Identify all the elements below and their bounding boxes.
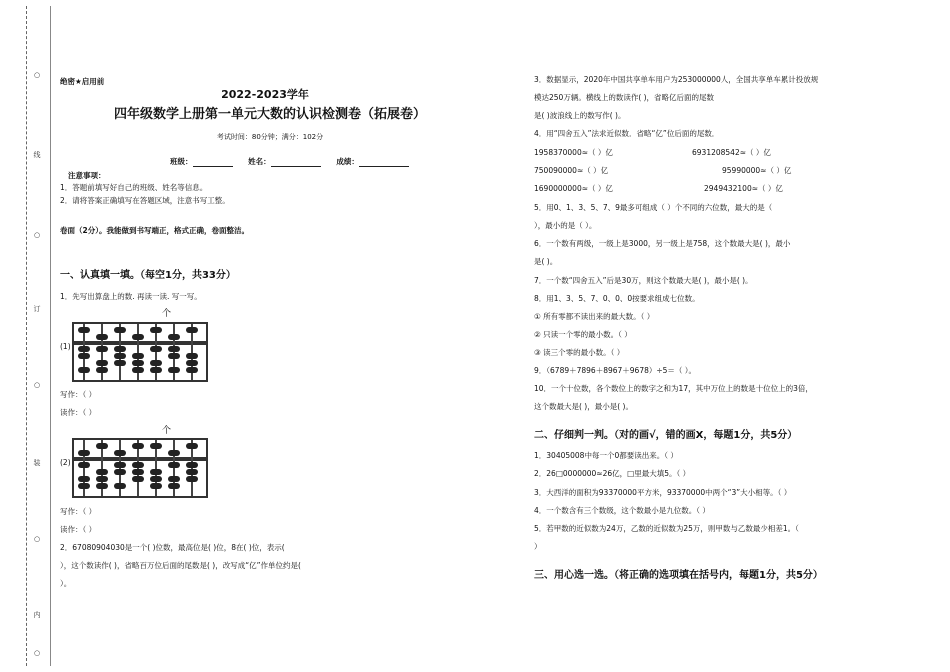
name-field[interactable] — [271, 158, 321, 167]
notes-heading: 注意事项： — [68, 171, 106, 180]
abacus2-ones-marker: 个 — [162, 426, 172, 436]
approx-item: 1690000000≈（ ）亿 — [534, 184, 613, 193]
judge-item: 5．若甲数的近似数为24万，乙数的近似数为25万，则甲数与乙数最少相差1。（ — [534, 524, 799, 533]
question-9: 9．（6789＋7896＋8967＋9678）÷5＝（ ）。 — [534, 366, 697, 375]
abacus2-label: (2) — [60, 458, 71, 467]
question-8-item: ③ 读三个零的最小数。（ ） — [534, 348, 625, 357]
page-title: 四年级数学上册第一单元大数的认识检测卷（拓展卷） — [113, 107, 426, 122]
binding-circle-3: ○ — [33, 381, 41, 389]
question-3-line3: 是( )波浪线上的数写作( )。 — [534, 111, 626, 120]
abacus2-read: 读作：（ ） — [60, 525, 97, 534]
margin-rule — [50, 6, 51, 666]
judge-item: 3．大西洋的面积为93370000平方米，93370000中两个“3”大小相等。（ ） — [534, 488, 792, 497]
question-6-line1: 6．一个数有两级，一级上是3000，另一级上是758，这个数最大是( )，最小 — [534, 239, 791, 248]
question-5-line1: 5．用0、1、3、5、7、9最多可组成（ ）个不同的六位数，最大的是（ — [534, 203, 773, 212]
question-8-item: ① 所有零都不读出来的最大数。（ ） — [534, 312, 655, 321]
question-8: 8．用1、3、5、7、0、0、0按要求组成七位数。 — [534, 294, 700, 303]
question-2-line2: ），这个数读作( )，省略百万位后面的尾数是( )，改写成“亿”作单位约是( — [60, 561, 301, 570]
binding-char-xian: 线 — [33, 151, 41, 159]
question-1: 1．先写出算盘上的数. 再读一读. 写一写。 — [60, 292, 202, 301]
abacus-1 — [72, 322, 208, 382]
question-3-line2: 模达250万辆。横线上的数读作( )，省略亿后面的尾数 — [534, 93, 715, 102]
abacus1-label: (1) — [60, 342, 71, 351]
binding-char-ding: 订 — [33, 305, 41, 313]
judge-item: 2．26□0000000≈26亿，□里最大填5。（ ） — [534, 469, 691, 478]
neatness-note: 卷面（2分）。我能做到书写端正，格式正确，卷面整洁。 — [60, 226, 249, 235]
binding-char-zhuang: 装 — [33, 459, 41, 467]
binding-dashed-line — [26, 6, 28, 666]
abacus1-write: 写作：（ ） — [60, 390, 97, 399]
approx-item: 2949432100≈（ ）亿 — [704, 184, 783, 193]
binding-circle-4: ○ — [33, 535, 41, 543]
binding-circle-1: ○ — [33, 71, 41, 79]
abacus1-ones-marker: 个 — [162, 309, 172, 319]
binding-circle-2: ○ — [33, 231, 41, 239]
note-item: 2．请将答案正确填写在答题区域，注意书写工整。 — [60, 196, 230, 205]
question-2-line1: 2．67080904030是一个( )位数，最高位是( )位，8在( )位，表示( — [60, 543, 285, 552]
question-4: 4．用“四舍五入”法求近似数．省略“亿”位后面的尾数． — [534, 129, 720, 138]
approx-item: 95990000≈（ ）亿 — [722, 166, 792, 175]
approx-item: 6931208542≈（ ）亿 — [692, 148, 771, 157]
student-info-fields — [170, 156, 409, 167]
class-field[interactable] — [193, 158, 233, 167]
judge-item-continued: ） — [534, 542, 542, 551]
title-year: 2022-2023学年 — [221, 88, 309, 101]
section3-title: 三、用心选一选。（将正确的选项填在括号内，每题1分，共5分） — [534, 570, 823, 581]
question-2-line3: ）。 — [60, 579, 72, 588]
binding-circle-5: ○ — [33, 649, 41, 657]
note-item: 1．答题前填写好自己的班级、姓名等信息。 — [60, 183, 208, 192]
abacus1-read: 读作：（ ） — [60, 408, 97, 417]
abacus-2 — [72, 438, 208, 498]
score-label: 成绩： — [336, 157, 359, 166]
top-secret-label: 绝密★启用前 — [60, 77, 105, 86]
binding-char-nei: 内 — [33, 611, 41, 619]
exam-info: 考试时间：80分钟；满分：102分 — [216, 133, 324, 141]
judge-item: 4．一个数含有三个数级，这个数最小是九位数。（ ） — [534, 506, 710, 515]
class-label: 班级： — [170, 157, 193, 166]
question-10-line1: 10．一个十位数，各个数位上的数字之和为17，其中万位上的数是十位位上的3倍， — [534, 384, 813, 393]
question-7: 7．一个数“四舍五入”后是30万，则这个数最大是( )，最小是( )。 — [534, 276, 753, 285]
section2-title: 二、仔细判一判。（对的画√，错的画X，每题1分，共5分） — [534, 430, 798, 441]
question-10-line2: 这个数最大是( )，最小是( )。 — [534, 402, 633, 411]
approx-item: 1958370000≈（ ）亿 — [534, 148, 613, 157]
question-3-line1: 3．数据显示，2020年中国共享单车用户为253000000人，全国共享单车累计投放规 — [534, 75, 819, 84]
abacus2-write: 写作：（ ） — [60, 507, 97, 516]
question-6-line2: 是( )。 — [534, 257, 558, 266]
section1-title: 一、认真填一填。（每空1分，共33分） — [60, 270, 236, 281]
approx-item: 750090000≈（ ）亿 — [534, 166, 609, 175]
question-8-item: ② 只读一个零的最小数。（ ） — [534, 330, 632, 339]
question-5-line2: ），最小的是（ ）。 — [534, 221, 597, 230]
name-label: 姓名： — [248, 157, 271, 166]
judge-item: 1．30405008中每一个0都要读出来。（ ） — [534, 451, 678, 460]
score-field[interactable] — [359, 158, 409, 167]
